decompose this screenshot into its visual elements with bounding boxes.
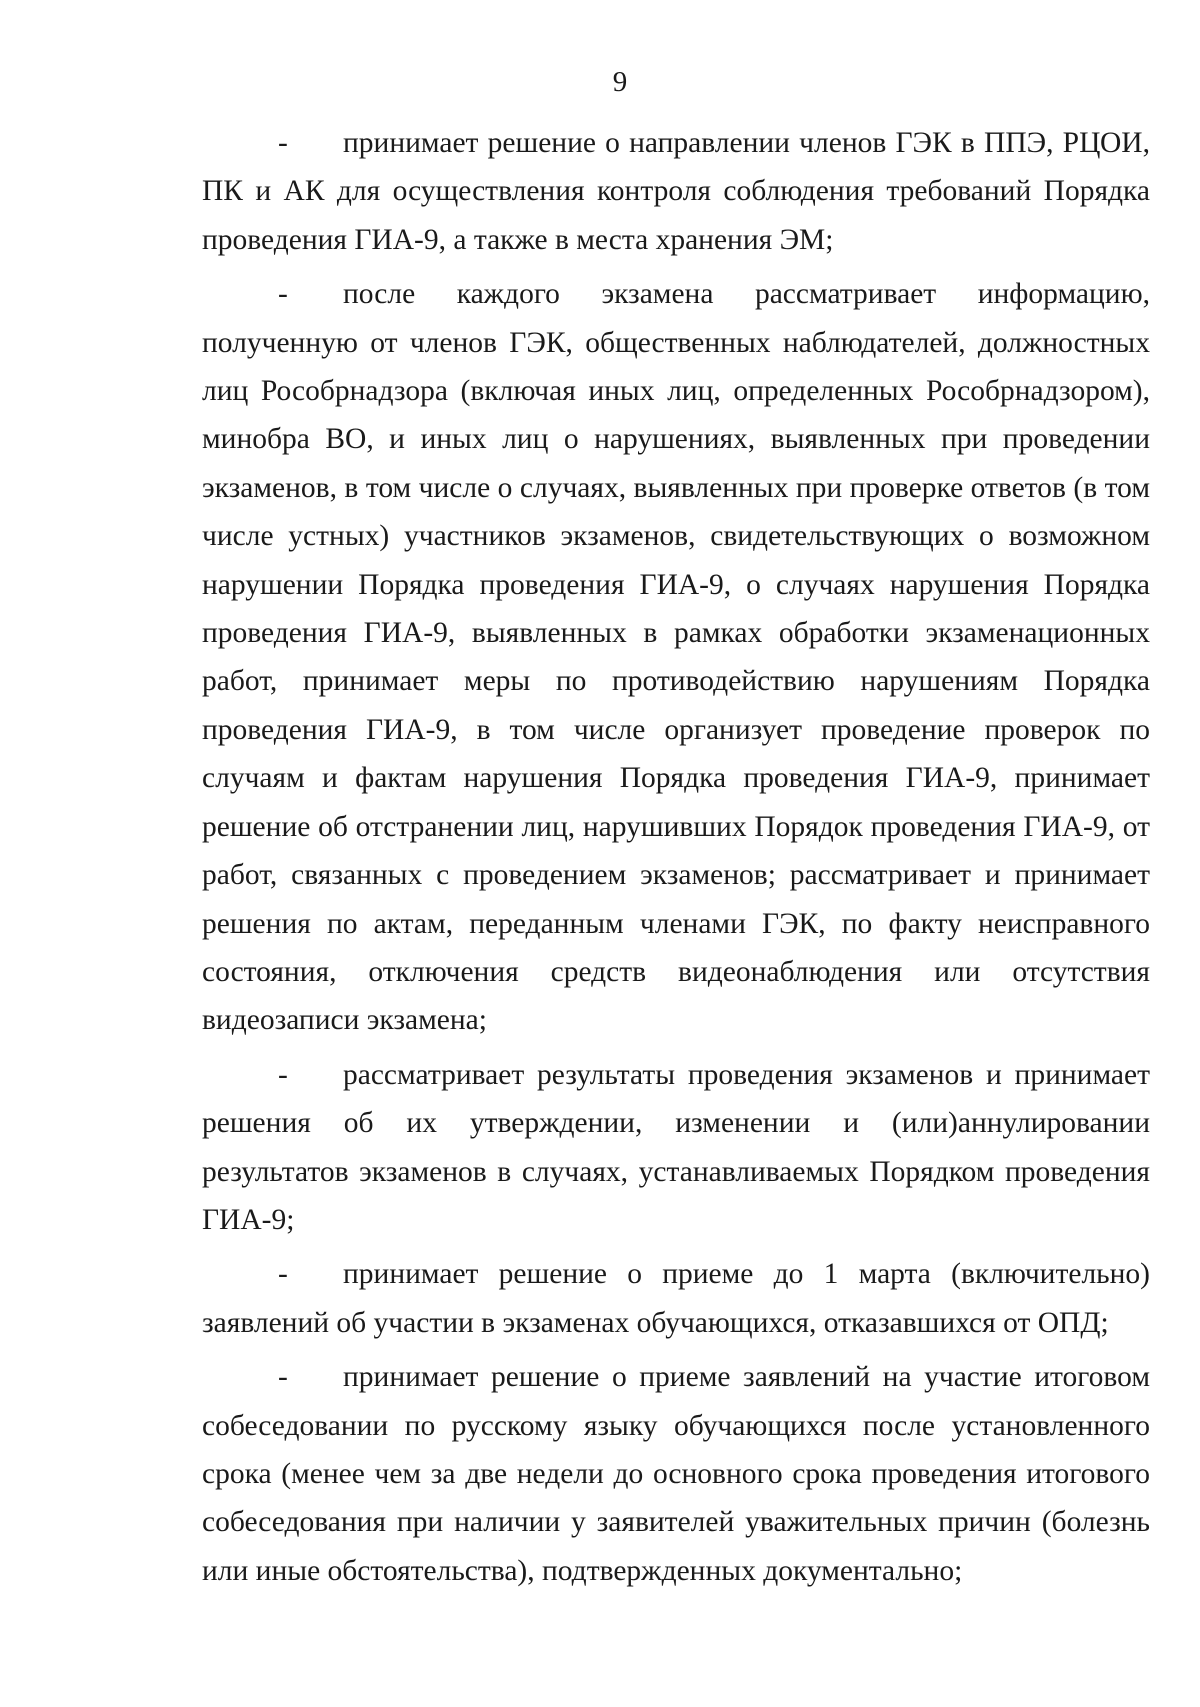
list-item (202, 1051, 1150, 1245)
list-item-text: после каждого экзамена рассматривает информацию, полученную от членов ГЭК, общественных наблюдателей, должностных лиц Рособрнадзора (включая иных лиц, определенных Рособрнадзором), минобра ВО, и иных лиц о нарушениях, выявленных при проведении экзаменов, в том числе о случаях, выявленных при проверке ответов (в том числе устных) участников экзаменов, свидетельствующих о возможном нарушении Порядка проведения ГИА-9, о случаях нарушения Порядка проведения ГИА-9, выявленных в рамках обработки экзаменационных работ, принимает меры по противодействию нарушениям Порядка проведения ГИА-9, в том числе организует проведение проверок по случаям и фактам нарушения Порядка проведения ГИА-9, принимает решение об отстранении лиц, нарушивших Порядок проведения ГИА-9, от работ, связанных с проведением экзаменов; рассматривает и принимает решения по актам, переданным членами ГЭК, по факту неисправного состояния, отключения средств видеонаблюдения или отсутствия видеозаписи экзамена; (202, 278, 1150, 1037)
list-item-marker: - (278, 1361, 288, 1394)
list-item-text: рассматривает результаты проведения экзаменов и принимает решения об их утверждении, изменении и (или)аннулировании результатов экзаменов в случаях, устанавливаемых Порядком проведения ГИА-9; (202, 1058, 1150, 1236)
list-item-marker: - (278, 1058, 288, 1091)
list-item-marker: - (278, 278, 288, 311)
list-item-text: принимает решение о приеме заявлений на участие итоговом собеседовании по русскому языку обучающихся после установленного срока (менее чем за две недели до основного срока проведения итогового собеседования при наличии у заявителей уважительных причин (болезнь или иные обстоятельства), подтвержденных документально; (202, 1361, 1150, 1587)
list-item-text: принимает решение о направлении членов ГЭК в ППЭ, РЦОИ, ПК и АК для осуществления контроля соблюдения требований Порядка проведения ГИА-9, а также в места хранения ЭМ; (202, 127, 1150, 256)
list-item (202, 119, 1150, 264)
page-number: 9 (612, 66, 628, 98)
list-item (202, 1250, 1150, 1347)
list-item-marker: - (278, 1258, 288, 1291)
list-item (202, 1353, 1150, 1595)
list-item-text: принимает решение о приеме до 1 марта (включительно) заявлений об участии в экзаменах обучающихся, отказавшихся от ОПД; (202, 1258, 1150, 1339)
list-item-marker: - (278, 127, 288, 159)
document-body (202, 119, 1150, 1601)
list-item (202, 270, 1150, 1045)
